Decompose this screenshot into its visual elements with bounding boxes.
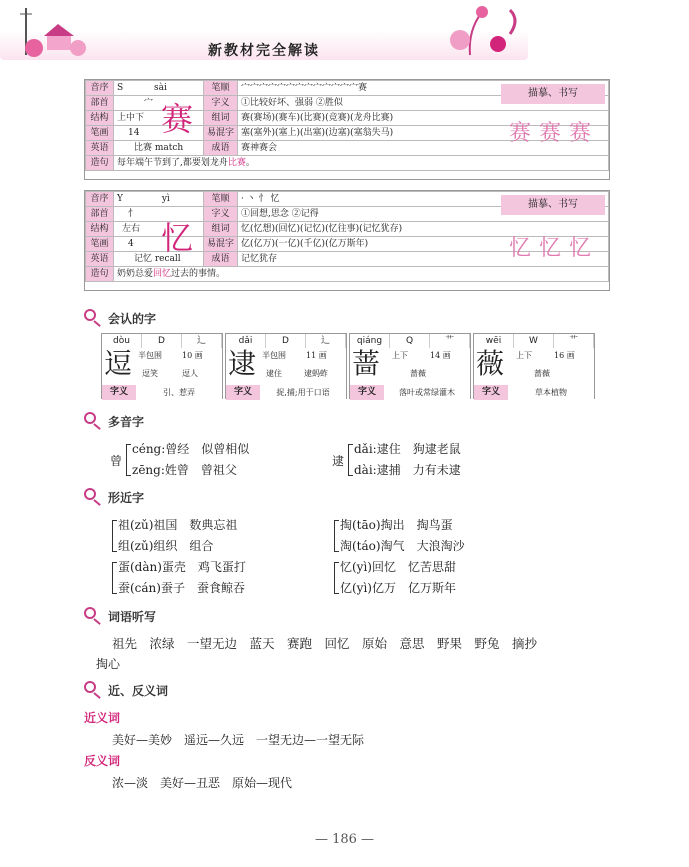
header-title: 新教材完全解读 xyxy=(208,43,320,59)
brace xyxy=(112,520,117,552)
magnifier-icon xyxy=(84,309,104,327)
label-chengyu: 成语 xyxy=(204,252,238,267)
section-title: 近、反义词 xyxy=(108,683,169,698)
label-bihua: 笔画 xyxy=(86,126,114,141)
jiegou-value: 左右 xyxy=(114,222,204,237)
ziyi-value: 草本植物 xyxy=(508,385,594,400)
bihua: 14 画 xyxy=(430,351,451,360)
trace-label: 描摹、书写 xyxy=(501,84,605,104)
label-yihunzi: 易混字 xyxy=(204,237,238,252)
recog-char: 薇 xyxy=(476,347,505,380)
label-bishun: 笔顺 xyxy=(204,192,238,207)
trace-chars: 忆忆忆 xyxy=(509,236,600,261)
word-1: 蔷薇 xyxy=(410,369,426,378)
recog-char: 逮 xyxy=(228,347,257,380)
similar-item: 蚕(cán)蚕子 蚕食鲸吞 xyxy=(118,581,245,595)
label-bushou: 部首 xyxy=(86,207,114,222)
recog-char: 逗 xyxy=(104,347,133,380)
brace xyxy=(334,562,339,594)
magnifier-icon xyxy=(84,488,104,506)
poly-reading-2: zēng:姓曾 曾祖父 xyxy=(132,463,237,477)
zaoju-highlight: 比赛 xyxy=(227,158,246,168)
recog-char-card xyxy=(473,333,595,399)
recog-char-card xyxy=(101,333,223,399)
yinxu: Q xyxy=(390,334,430,348)
bushou: 艹 xyxy=(430,334,470,348)
brace xyxy=(348,444,353,476)
label-bushou: 部首 xyxy=(86,96,114,111)
section-title: 多音字 xyxy=(108,414,145,429)
antonyms-text: 浓—淡 美好—丑恶 原始—现代 xyxy=(112,776,293,790)
pinyin-value: sài xyxy=(154,83,167,93)
label-jiegou: 结构 xyxy=(86,222,114,237)
section-dictation xyxy=(84,607,156,625)
yinxu-value: Y xyxy=(117,194,123,204)
poly-reading-2: dài:逮捕 力有未逮 xyxy=(354,463,461,477)
trace-chars: 赛赛赛 xyxy=(509,121,600,146)
label-ziyi: 字义 xyxy=(204,207,238,222)
similar-item: 亿(yì)亿万 亿万斯年 xyxy=(340,581,456,595)
section-title: 形近字 xyxy=(108,490,145,505)
zaoju-end: 。 xyxy=(245,158,255,168)
pinyin: wēi xyxy=(474,334,514,348)
page-header xyxy=(0,0,528,62)
jiegou: 上下 xyxy=(392,351,408,360)
word-1: 逮住 xyxy=(266,369,282,378)
magnifier-icon xyxy=(84,412,104,430)
label-yihunzi: 易混字 xyxy=(204,126,238,141)
flower-decoration-icon xyxy=(440,0,528,60)
char-card-yi xyxy=(84,190,610,291)
trace-label: 描摹、书写 xyxy=(501,195,605,215)
yingyu-value: 比赛 match xyxy=(114,141,204,156)
magnifier-icon xyxy=(84,681,104,699)
recog-char-card xyxy=(349,333,471,399)
yihunzi-value: 塞(塞外)(塞上)(出塞)(边塞)(塞翁失马) xyxy=(238,126,609,141)
similar-item: 淘(táo)淘气 大浪淘沙 xyxy=(340,539,465,553)
ziyi-label: 字义 xyxy=(233,387,252,397)
label-zuci: 组词 xyxy=(204,111,238,126)
bihua: 10 画 xyxy=(182,351,203,360)
label-zaoju: 造句 xyxy=(86,156,114,171)
jiegou: 上下 xyxy=(516,351,532,360)
jiegou: 半包围 xyxy=(138,351,162,360)
antonyms-label: 反义词 xyxy=(84,754,121,768)
zaoju-end: 过去的事情。 xyxy=(171,269,226,279)
bishun-value: 宀宀宀宀宀宀宀宀宀宀宀宀宀赛 xyxy=(238,81,609,96)
bushou: 艹 xyxy=(554,334,594,348)
zaoju-highlight: 回忆 xyxy=(153,269,172,279)
brace xyxy=(334,520,339,552)
bihua-value: 4 xyxy=(114,237,204,252)
zaoju-text: 每年端午节到了,都要划龙舟 xyxy=(117,158,228,168)
bihua-value: 14 xyxy=(114,126,204,141)
label-yingyu: 英语 xyxy=(86,252,114,267)
recognize-chars xyxy=(101,333,596,399)
bihua: 16 画 xyxy=(554,351,575,360)
big-char-sai: 赛 xyxy=(161,100,194,138)
ziyi-label: 字义 xyxy=(481,387,500,397)
yinxu-value: S xyxy=(117,83,124,93)
similar-item: 组(zǔ)组织 组合 xyxy=(118,539,214,553)
section-synonyms-antonyms xyxy=(84,681,168,699)
word-1: 逗笑 xyxy=(142,369,158,378)
label-bihua: 笔画 xyxy=(86,237,114,252)
zaoju-text: 奶奶总爱 xyxy=(117,269,154,279)
zuci-value: 赛(赛场)(赛车)(比赛)(竞赛)(龙舟比赛) xyxy=(238,111,609,126)
pinyin: dòu xyxy=(102,334,142,348)
bushou-value: 宀 xyxy=(114,96,204,111)
ziyi-value: ①比较好坏、强弱 ②胜似 xyxy=(238,96,609,111)
bushou: 辶 xyxy=(306,334,346,348)
zaoju-value xyxy=(114,267,609,282)
bihua: 11 画 xyxy=(306,351,327,360)
ziyi-value: 捉,捕;用于口语 xyxy=(260,385,346,400)
label-ziyi: 字义 xyxy=(204,96,238,111)
ziyi-value: 引、惹弄 xyxy=(136,385,222,400)
yingyu-value: 记忆 recall xyxy=(114,252,204,267)
word-1: 蔷薇 xyxy=(534,369,550,378)
word-2: 逗人 xyxy=(182,369,198,378)
pinyin: dǎi xyxy=(226,334,266,348)
bushou: 辶 xyxy=(182,334,222,348)
synonyms-label: 近义词 xyxy=(84,711,121,725)
section-polyphone xyxy=(84,412,144,430)
yihunzi-value: 亿(亿万)(一亿)(千亿)(亿万斯年) xyxy=(238,237,609,252)
jiegou: 半包围 xyxy=(262,351,286,360)
similar-item: 蛋(dàn)蛋壳 鸡飞蛋打 xyxy=(118,560,246,574)
zuci-value: 忆(忆想)(回忆)(记忆)(忆往事)(记忆犹存) xyxy=(238,222,609,237)
yinxu: D xyxy=(266,334,306,348)
poly-reading-1: céng:曾经 似曾相似 xyxy=(132,442,250,456)
chengyu-value: 记忆犹存 xyxy=(238,252,609,267)
label-zuci: 组词 xyxy=(204,222,238,237)
big-char-yi: 忆 xyxy=(161,219,194,257)
recog-char-card xyxy=(225,333,347,399)
poly-char: 曾 xyxy=(110,454,123,468)
char-card-sai xyxy=(84,79,610,180)
section-similar xyxy=(84,488,144,506)
bishun-value: · 丶 忄 忆 xyxy=(238,192,609,207)
jiegou-value: 上中下 xyxy=(114,111,204,126)
ziyi-value: 落叶或常绿灌木 xyxy=(384,385,470,400)
label-yinxu: 音序 xyxy=(86,192,114,207)
section-title: 词语听写 xyxy=(108,609,157,624)
label-yingyu: 英语 xyxy=(86,141,114,156)
ziyi-value: ①回想,思念 ②记得 xyxy=(238,207,609,222)
label-chengyu: 成语 xyxy=(204,141,238,156)
page-number: — 186 — xyxy=(314,832,375,847)
pinyin-value: yì xyxy=(161,194,170,204)
poly-reading-1: dǎi:逮住 狗逮老鼠 xyxy=(354,442,461,456)
pinyin: qiáng xyxy=(350,334,390,348)
label-bishun: 笔顺 xyxy=(204,81,238,96)
bushou-value: 忄 xyxy=(114,207,204,222)
yinxu: W xyxy=(514,334,554,348)
label-yinxu: 音序 xyxy=(86,81,114,96)
label-jiegou: 结构 xyxy=(86,111,114,126)
yinxu: D xyxy=(142,334,182,348)
brace xyxy=(112,562,117,594)
recog-char: 蔷 xyxy=(352,347,381,380)
label-zaoju: 造句 xyxy=(86,267,114,282)
dictation-line-1: 祖先 浓绿 一望无边 蓝天 赛跑 回忆 原始 意思 野果 野兔 摘抄 xyxy=(112,636,538,651)
magnifier-icon xyxy=(84,607,104,625)
ziyi-label: 字义 xyxy=(357,387,376,397)
chengyu-value: 赛神赛会 xyxy=(238,141,609,156)
section-recognize xyxy=(84,309,156,327)
similar-item: 掏(tāo)掏出 掏鸟蛋 xyxy=(340,518,453,532)
brace xyxy=(126,444,131,476)
ziyi-label: 字义 xyxy=(109,387,128,397)
synonyms-text: 美好—美妙 遥远—久远 一望无边—一望无际 xyxy=(112,733,365,747)
poly-char: 逮 xyxy=(332,454,345,468)
section-title: 会认的字 xyxy=(108,311,157,326)
word-2: 逮蚂蚱 xyxy=(304,369,328,378)
similar-item: 祖(zǔ)祖国 数典忘祖 xyxy=(118,518,238,532)
dictation-line-2: 掏心 xyxy=(96,657,121,671)
zaoju-value xyxy=(114,156,609,171)
similar-item: 忆(yì)回忆 忆苦思甜 xyxy=(340,560,456,574)
